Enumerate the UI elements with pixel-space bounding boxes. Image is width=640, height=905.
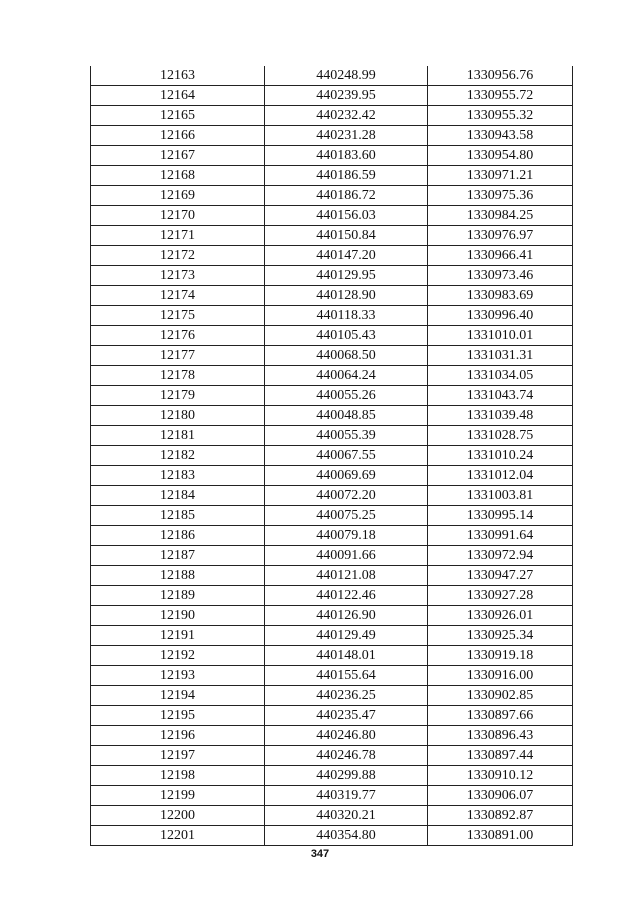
- y-coordinate-cell: 1330954.80: [428, 146, 573, 166]
- x-coordinate-cell: 440354.80: [265, 826, 428, 846]
- table-row: [91, 726, 573, 746]
- x-coordinate-cell: 440236.25: [265, 686, 428, 706]
- y-coordinate-cell: 1330976.97: [428, 226, 573, 246]
- x-coordinate-cell: 440126.90: [265, 606, 428, 626]
- point-number-cell: 12194: [91, 686, 265, 706]
- table-row: [91, 206, 573, 226]
- point-number-cell: 12174: [91, 286, 265, 306]
- table-row: [91, 686, 573, 706]
- table-row: [91, 446, 573, 466]
- table-row: [91, 406, 573, 426]
- table-row: [91, 586, 573, 606]
- x-coordinate-cell: 440121.08: [265, 566, 428, 586]
- y-coordinate-cell: 1330927.28: [428, 586, 573, 606]
- y-coordinate-cell: 1330926.01: [428, 606, 573, 626]
- table-row: [91, 286, 573, 306]
- y-coordinate-cell: 1330973.46: [428, 266, 573, 286]
- x-coordinate-cell: 440155.64: [265, 666, 428, 686]
- point-number-cell: 12201: [91, 826, 265, 846]
- table-row: [91, 626, 573, 646]
- table-row: [91, 246, 573, 266]
- x-coordinate-cell: 440183.60: [265, 146, 428, 166]
- x-coordinate-cell: 440091.66: [265, 546, 428, 566]
- page-number: 347: [310, 848, 330, 860]
- x-coordinate-cell: 440156.03: [265, 206, 428, 226]
- y-coordinate-cell: 1330910.12: [428, 766, 573, 786]
- table-row: [91, 486, 573, 506]
- y-coordinate-cell: 1330892.87: [428, 806, 573, 826]
- table-row: [91, 366, 573, 386]
- x-coordinate-cell: 440186.59: [265, 166, 428, 186]
- point-number-cell: 12200: [91, 806, 265, 826]
- table-row: [91, 386, 573, 406]
- x-coordinate-cell: 440320.21: [265, 806, 428, 826]
- y-coordinate-cell: 1330902.85: [428, 686, 573, 706]
- x-coordinate-cell: 440064.24: [265, 366, 428, 386]
- point-number-cell: 12181: [91, 426, 265, 446]
- y-coordinate-cell: 1330925.34: [428, 626, 573, 646]
- y-coordinate-cell: 1330897.44: [428, 746, 573, 766]
- x-coordinate-cell: 440232.42: [265, 106, 428, 126]
- table-row: [91, 806, 573, 826]
- x-coordinate-cell: 440048.85: [265, 406, 428, 426]
- y-coordinate-cell: 1330955.72: [428, 86, 573, 106]
- x-coordinate-cell: 440248.99: [265, 66, 428, 86]
- y-coordinate-cell: 1330995.14: [428, 506, 573, 526]
- point-number-cell: 12175: [91, 306, 265, 326]
- y-coordinate-cell: 1331028.75: [428, 426, 573, 446]
- y-coordinate-cell: 1330966.41: [428, 246, 573, 266]
- point-number-cell: 12184: [91, 486, 265, 506]
- x-coordinate-cell: 440072.20: [265, 486, 428, 506]
- point-number-cell: 12163: [91, 66, 265, 86]
- table-row: [91, 146, 573, 166]
- y-coordinate-cell: 1330971.21: [428, 166, 573, 186]
- table-row: [91, 826, 573, 846]
- point-number-cell: 12168: [91, 166, 265, 186]
- coordinates-table: [90, 66, 573, 846]
- table-row: [91, 166, 573, 186]
- y-coordinate-cell: 1330972.94: [428, 546, 573, 566]
- point-number-cell: 12198: [91, 766, 265, 786]
- table-row: [91, 746, 573, 766]
- y-coordinate-cell: 1330897.66: [428, 706, 573, 726]
- y-coordinate-cell: 1331034.05: [428, 366, 573, 386]
- y-coordinate-cell: 1330956.76: [428, 66, 573, 86]
- table-row: [91, 766, 573, 786]
- point-number-cell: 12192: [91, 646, 265, 666]
- table-row: [91, 706, 573, 726]
- point-number-cell: 12197: [91, 746, 265, 766]
- point-number-cell: 12173: [91, 266, 265, 286]
- y-coordinate-cell: 1330891.00: [428, 826, 573, 846]
- y-coordinate-cell: 1330947.27: [428, 566, 573, 586]
- point-number-cell: 12170: [91, 206, 265, 226]
- x-coordinate-cell: 440150.84: [265, 226, 428, 246]
- x-coordinate-cell: 440319.77: [265, 786, 428, 806]
- y-coordinate-cell: 1330975.36: [428, 186, 573, 206]
- y-coordinate-cell: 1330991.64: [428, 526, 573, 546]
- x-coordinate-cell: 440235.47: [265, 706, 428, 726]
- x-coordinate-cell: 440055.26: [265, 386, 428, 406]
- y-coordinate-cell: 1331031.31: [428, 346, 573, 366]
- x-coordinate-cell: 440068.50: [265, 346, 428, 366]
- table-row: [91, 186, 573, 206]
- point-number-cell: 12167: [91, 146, 265, 166]
- y-coordinate-cell: 1331043.74: [428, 386, 573, 406]
- table-row: [91, 326, 573, 346]
- x-coordinate-cell: 440122.46: [265, 586, 428, 606]
- point-number-cell: 12196: [91, 726, 265, 746]
- point-number-cell: 12189: [91, 586, 265, 606]
- x-coordinate-cell: 440239.95: [265, 86, 428, 106]
- y-coordinate-cell: 1330943.58: [428, 126, 573, 146]
- point-number-cell: 12186: [91, 526, 265, 546]
- point-number-cell: 12188: [91, 566, 265, 586]
- y-coordinate-cell: 1330916.00: [428, 666, 573, 686]
- x-coordinate-cell: 440105.43: [265, 326, 428, 346]
- point-number-cell: 12165: [91, 106, 265, 126]
- table-row: [91, 346, 573, 366]
- y-coordinate-cell: 1330906.07: [428, 786, 573, 806]
- point-number-cell: 12180: [91, 406, 265, 426]
- table-row: [91, 646, 573, 666]
- x-coordinate-cell: 440075.25: [265, 506, 428, 526]
- point-number-cell: 12177: [91, 346, 265, 366]
- table-row: [91, 306, 573, 326]
- y-coordinate-cell: 1330983.69: [428, 286, 573, 306]
- point-number-cell: 12193: [91, 666, 265, 686]
- y-coordinate-cell: 1330896.43: [428, 726, 573, 746]
- table-row: [91, 566, 573, 586]
- table-row: [91, 266, 573, 286]
- table-row: [91, 126, 573, 146]
- table-row: [91, 226, 573, 246]
- x-coordinate-cell: 440147.20: [265, 246, 428, 266]
- x-coordinate-cell: 440186.72: [265, 186, 428, 206]
- coordinates-table-body: [91, 66, 573, 846]
- point-number-cell: 12169: [91, 186, 265, 206]
- table-row: [91, 606, 573, 626]
- table-row: [91, 506, 573, 526]
- x-coordinate-cell: 440231.28: [265, 126, 428, 146]
- y-coordinate-cell: 1330996.40: [428, 306, 573, 326]
- table-row: [91, 526, 573, 546]
- x-coordinate-cell: 440129.49: [265, 626, 428, 646]
- x-coordinate-cell: 440067.55: [265, 446, 428, 466]
- x-coordinate-cell: 440055.39: [265, 426, 428, 446]
- x-coordinate-cell: 440148.01: [265, 646, 428, 666]
- y-coordinate-cell: 1330955.32: [428, 106, 573, 126]
- y-coordinate-cell: 1331039.48: [428, 406, 573, 426]
- y-coordinate-cell: 1330919.18: [428, 646, 573, 666]
- y-coordinate-cell: 1331010.24: [428, 446, 573, 466]
- x-coordinate-cell: 440118.33: [265, 306, 428, 326]
- x-coordinate-cell: 440246.78: [265, 746, 428, 766]
- y-coordinate-cell: 1330984.25: [428, 206, 573, 226]
- point-number-cell: 12164: [91, 86, 265, 106]
- table-row: [91, 106, 573, 126]
- x-coordinate-cell: 440246.80: [265, 726, 428, 746]
- table-row: [91, 426, 573, 446]
- y-coordinate-cell: 1331010.01: [428, 326, 573, 346]
- x-coordinate-cell: 440069.69: [265, 466, 428, 486]
- point-number-cell: 12185: [91, 506, 265, 526]
- point-number-cell: 12191: [91, 626, 265, 646]
- point-number-cell: 12176: [91, 326, 265, 346]
- table-row: [91, 666, 573, 686]
- table-row: [91, 466, 573, 486]
- point-number-cell: 12171: [91, 226, 265, 246]
- point-number-cell: 12179: [91, 386, 265, 406]
- point-number-cell: 12187: [91, 546, 265, 566]
- point-number-cell: 12183: [91, 466, 265, 486]
- y-coordinate-cell: 1331003.81: [428, 486, 573, 506]
- x-coordinate-cell: 440128.90: [265, 286, 428, 306]
- point-number-cell: 12195: [91, 706, 265, 726]
- point-number-cell: 12172: [91, 246, 265, 266]
- point-number-cell: 12178: [91, 366, 265, 386]
- table-row: [91, 546, 573, 566]
- point-number-cell: 12190: [91, 606, 265, 626]
- table-row: [91, 786, 573, 806]
- point-number-cell: 12166: [91, 126, 265, 146]
- table-row: [91, 86, 573, 106]
- x-coordinate-cell: 440299.88: [265, 766, 428, 786]
- point-number-cell: 12199: [91, 786, 265, 806]
- x-coordinate-cell: 440079.18: [265, 526, 428, 546]
- point-number-cell: 12182: [91, 446, 265, 466]
- x-coordinate-cell: 440129.95: [265, 266, 428, 286]
- y-coordinate-cell: 1331012.04: [428, 466, 573, 486]
- table-row: [91, 66, 573, 86]
